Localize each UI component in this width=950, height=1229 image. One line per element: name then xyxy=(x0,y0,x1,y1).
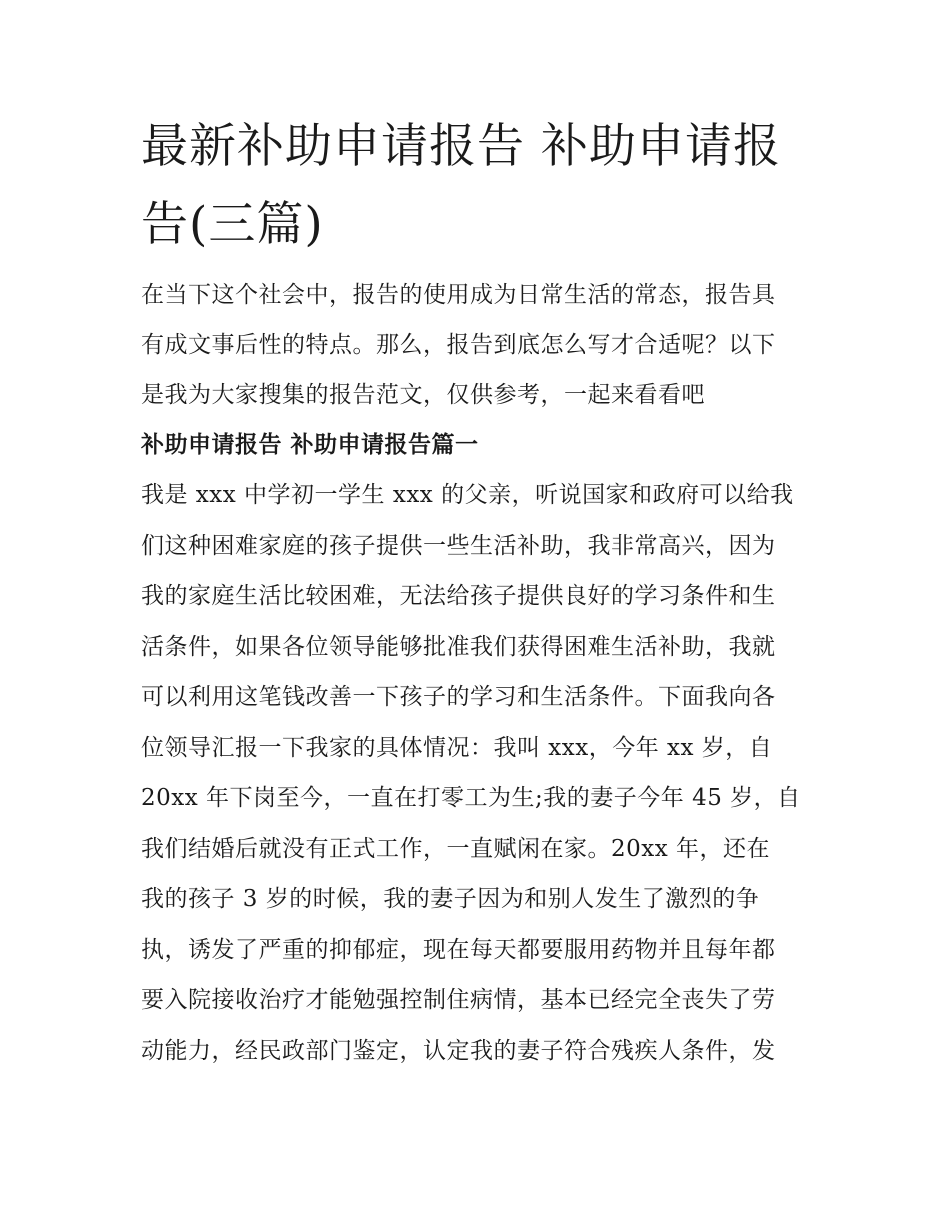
body-line: 20xx 年下岗至今，一直在打零工为生;我的妻子今年 45 岁，自 xyxy=(141,785,801,811)
intro-line: 是我为大家搜集的报告范文，仅供参考，一起来看看吧 xyxy=(141,382,705,408)
body-line: 可以利用这笔钱改善一下孩子的学习和生活条件。下面我向各 xyxy=(141,684,776,710)
body-line: 我是 xxx 中学初一学生 xxx 的父亲，听说国家和政府可以给我 xyxy=(141,482,794,508)
body-paragraph xyxy=(141,470,821,1076)
body-line: 执，诱发了严重的抑郁症，现在每天都要服用药物并且每年都 xyxy=(141,936,776,963)
intro-line: 在当下这个社会中，报告的使用成为日常生活的常态，报告具 xyxy=(141,282,776,308)
body-line: 动能力，经民政部门鉴定，认定我的妻子符合残疾人条件，发 xyxy=(141,1037,776,1064)
document-title xyxy=(141,108,821,264)
body-line: 们这种困难家庭的孩子提供一些生活补助，我非常高兴，因为 xyxy=(141,532,776,559)
body-line: 活条件，如果各位领导能够批准我们获得困难生活补助，我就 xyxy=(141,633,776,660)
body-line: 位领导汇报一下我家的具体情况：我叫 xxx，今年 xx 岁，自 xyxy=(141,734,773,761)
intro-line: 有成文事后性的特点。那么，报告到底怎么写才合适呢？以下 xyxy=(141,332,776,358)
intro-paragraph xyxy=(141,270,821,420)
body-line: 我们结婚后就没有正式工作，一直赋闲在家。20xx 年，还在 xyxy=(141,835,771,862)
section-heading: 补助申请报告 补助申请报告篇一 xyxy=(141,431,479,458)
body-line: 要入院接收治疗才能勉强控制住病情，基本已经完全丧失了劳 xyxy=(141,987,776,1013)
body-line: 我的家庭生活比较困难，无法给孩子提供良好的学习条件和生 xyxy=(141,583,776,609)
body-line: 我的孩子 3 岁的时候，我的妻子因为和别人发生了激烈的争 xyxy=(141,886,760,912)
document-content xyxy=(141,108,821,1076)
title-line: 最新补助申请报告 补助申请报 xyxy=(141,119,781,174)
title-line: 告(三篇) xyxy=(141,197,324,252)
